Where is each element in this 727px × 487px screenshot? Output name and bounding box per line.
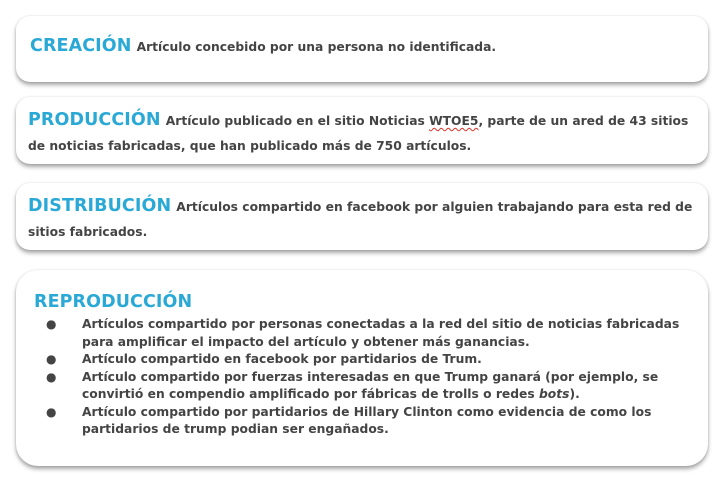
bullet-icon: ●: [46, 352, 57, 366]
produccion-title: PRODUCCIÓN: [28, 110, 161, 130]
list-item-text: Artículos compartido por personas conectadas a la red del sitio de noticias fabricadas para amplificar el impacto del artículo y obtener más ganancias.: [82, 317, 680, 349]
produccion-card: [16, 97, 708, 164]
creacion-title: CREACIÓN: [30, 36, 132, 56]
list-item-text: Artículo compartido en facebook por partidarios de Trum.: [82, 352, 482, 366]
creacion-text: Artículo concebido por una persona no identificada.: [136, 40, 497, 54]
list-item-text: Artículo compartido por partidarios de Hillary Clinton como evidencia de como los partidarios de trump podian ser engañados.: [82, 404, 652, 436]
list-item-text-start: Artículo compartido por fuerzas interesadas en que Trump ganará (por ejemplo, se convirtió en compendio amplificado por fábricas de trolls o redes: [82, 369, 659, 401]
bullet-icon: ●: [46, 369, 57, 384]
reproduccion-list: [34, 316, 694, 439]
list-item: [34, 369, 694, 404]
list-item: [34, 404, 694, 439]
creacion-card: [16, 16, 708, 82]
list-item-italic: bots: [539, 387, 570, 401]
distribucion-text: Artículos compartido en facebook por alguien trabajando para esta red de sitios fabricados.: [28, 200, 693, 239]
list-item-text: [82, 370, 658, 402]
distribucion-title: DISTRIBUCIÓN: [28, 196, 172, 216]
bullet-icon: ●: [46, 404, 57, 419]
spellcheck-underlined-word: WTOE5: [429, 114, 479, 128]
list-item: [34, 351, 694, 369]
produccion-text-end: , parte de un ared de 43 sitios de noticias fabricadas, que han publicado más de 750 artículos.: [28, 114, 689, 153]
produccion-text-start: Artículo publicado en el sitio Noticias: [165, 114, 430, 128]
reproduccion-card: [16, 270, 708, 466]
reproduccion-title: REPRODUCCIÓN: [34, 292, 193, 312]
distribucion-card: [16, 183, 708, 250]
bullet-icon: ●: [46, 317, 57, 331]
list-item-text-end: ).: [569, 387, 580, 401]
list-item: [34, 316, 694, 351]
